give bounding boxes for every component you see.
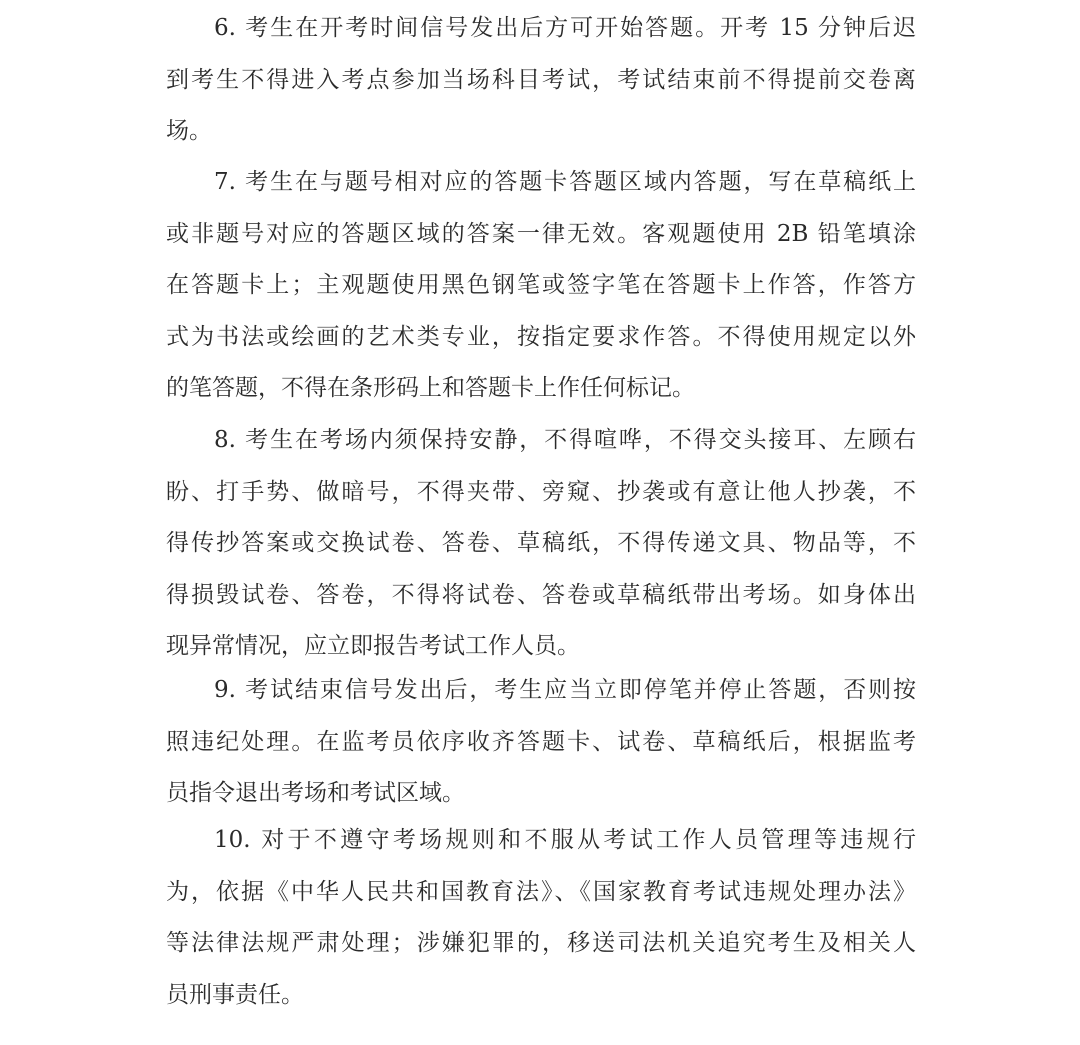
text-line: 得损毁试卷、答卷，不得将试卷、答卷或草稿纸带出考场。如身体出 xyxy=(166,581,916,608)
text-line: 或非题号对应的答题区域的答案一律无效。客观题使用 2B 铅笔填涂 xyxy=(166,220,916,247)
rule-paragraph-9 xyxy=(166,665,916,820)
text-line: 得传抄答案或交换试卷、答卷、草稿纸，不得传递文具、物品等，不 xyxy=(166,530,916,557)
text-line: 8. 考生在考场内须保持安静，不得喧哗，不得交头接耳、左顾右 xyxy=(214,427,916,453)
text-line: 6. 考生在开考时间信号发出后方可开始答题。开考 15 分钟后迟 xyxy=(214,15,916,41)
text-line: 在答题卡上；主观题使用黑色钢笔或签字笔在答题卡上作答，作答方 xyxy=(166,272,916,299)
text-line: 的笔答题，不得在条形码上和答题卡上作任何标记。 xyxy=(166,375,695,402)
text-line: 场。 xyxy=(166,118,212,145)
text-line: 等法律法规严肃处理；涉嫌犯罪的，移送司法机关追究考生及相关人 xyxy=(166,930,916,957)
rule-paragraph-10 xyxy=(166,815,916,1021)
text-line: 到考生不得进入考点参加当场科目考试，考试结束前不得提前交卷离 xyxy=(166,66,916,93)
text-line: 7. 考生在与题号相对应的答题卡答题区域内答题，写在草稿纸上 xyxy=(214,169,916,195)
text-line: 盼、打手势、做暗号，不得夹带、旁窥、抄袭或有意让他人抄袭，不 xyxy=(166,478,916,505)
rule-paragraph-6 xyxy=(166,3,916,158)
text-line: 照违纪处理。在监考员依序收齐答题卡、试卷、草稿纸后，根据监考 xyxy=(166,728,916,755)
text-line: 式为书法或绘画的艺术类专业，按指定要求作答。不得使用规定以外 xyxy=(166,323,916,350)
text-line: 10. 对于不遵守考场规则和不服从考试工作人员管理等违规行 xyxy=(214,827,916,853)
text-line: 9. 考试结束信号发出后，考生应当立即停笔并停止答题，否则按 xyxy=(214,677,916,703)
text-line: 员指令退出考场和考试区域。 xyxy=(166,780,465,807)
text-line: 现异常情况，应立即报告考试工作人员。 xyxy=(166,633,580,660)
rule-paragraph-7 xyxy=(166,157,916,415)
rule-paragraph-8 xyxy=(166,415,916,673)
text-line: 员刑事责任。 xyxy=(166,981,304,1008)
text-line: 为，依据《中华人民共和国教育法》、《国家教育考试违规处理办法》 xyxy=(166,878,916,905)
